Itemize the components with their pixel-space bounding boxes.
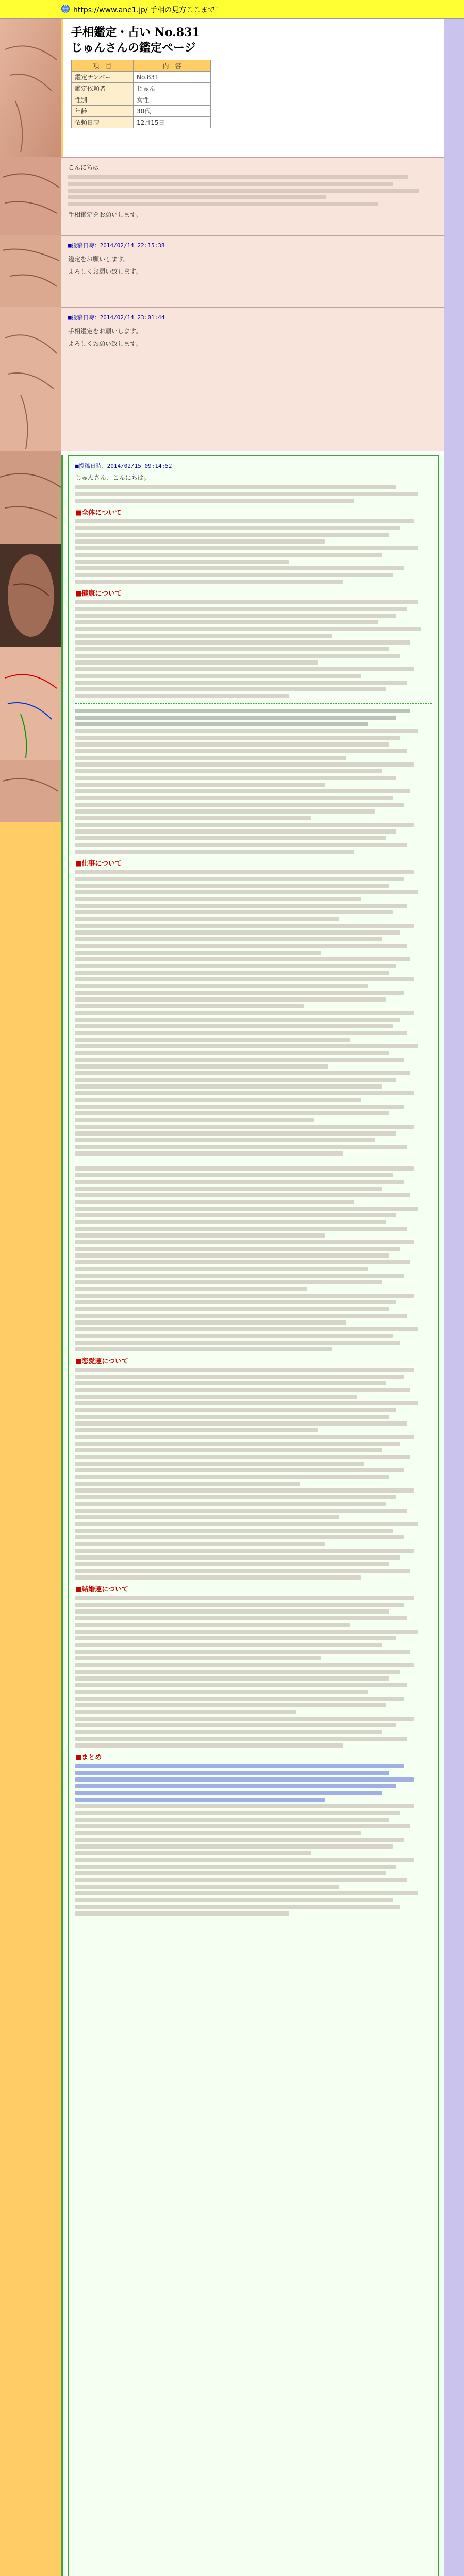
palm-photo-3 [0, 235, 61, 307]
table-key: 年齢 [72, 106, 134, 117]
palm-photo-1 [0, 19, 61, 157]
intro-greeting: こんにちは [68, 164, 100, 171]
follow-up-message-2 [61, 307, 444, 451]
table-row [72, 106, 211, 117]
section-heading-overall: ■全体について [75, 509, 122, 517]
table-key: 鑑定ナンバー [72, 72, 134, 83]
section-heading-marriage: ■結婚運について [75, 1586, 129, 1594]
table-key: 鑑定依頼者 [72, 83, 134, 94]
table-key: 性別 [72, 94, 134, 106]
palm-photo-8 [0, 760, 61, 822]
request-message [61, 157, 444, 235]
table-row [72, 83, 211, 94]
table-header-content: 内 容 [134, 60, 211, 72]
section-heading-summary: ■まとめ [75, 1754, 102, 1761]
table-row [72, 72, 211, 83]
appraisal-panel [61, 455, 444, 2576]
page-title [71, 25, 200, 56]
info-table [71, 60, 211, 128]
reply-text: よろしくお願い致します。 [68, 268, 142, 275]
appraisal-box [68, 455, 439, 2576]
post-timestamp: ■投稿日時：2014/02/14 22:15:38 [68, 242, 165, 249]
reply-text: よろしくお願い致します。 [68, 340, 142, 347]
left-photo-column [0, 19, 61, 2576]
table-value: 30代 [134, 106, 211, 117]
table-value: じゅん [134, 83, 211, 94]
post-timestamp: ■投稿日時：2014/02/15 09:14:52 [75, 463, 172, 469]
post-timestamp: ■投稿日時：2014/02/14 23:01:44 [68, 314, 165, 321]
reply-text: 鑑定をお願いします。 [68, 256, 130, 263]
intro-request: 手相鑑定をお願いします。 [68, 211, 142, 218]
table-header-item: 項 目 [72, 60, 134, 72]
title-line-2: じゅんさんの鑑定ページ [71, 41, 196, 55]
url-bar[interactable] [0, 0, 464, 19]
table-value: 12月15日 [134, 117, 211, 128]
palm-photo-2 [0, 157, 61, 235]
table-key: 依頼日時 [72, 117, 134, 128]
reply-text: 手相鑑定をお願いします。 [68, 328, 142, 335]
right-decor-band [444, 19, 464, 2576]
main-content [61, 19, 444, 2576]
appraisal-greeting: じゅんさん、こんにちは。 [75, 474, 150, 481]
table-value: No.831 [134, 72, 211, 83]
table-row [72, 117, 211, 128]
palm-photo-6 [0, 544, 61, 647]
page-header [61, 19, 444, 157]
title-line-1: 手相鑑定・占い No.831 [71, 26, 200, 39]
globe-icon [61, 4, 70, 13]
section-heading-health: ■健康について [75, 590, 122, 598]
follow-up-message-1 [61, 235, 444, 307]
palm-photo-7 [0, 647, 61, 760]
section-heading-love: ■恋愛運について [75, 1358, 129, 1365]
palm-photo-5 [0, 451, 61, 544]
section-heading-work: ■仕事について [75, 860, 122, 868]
palm-photo-4 [0, 307, 61, 451]
table-row [72, 94, 211, 106]
table-value: 女性 [134, 94, 211, 106]
url-text[interactable]: https://www.ane1.jp/ 手相の見方ここまで！ [73, 6, 223, 14]
